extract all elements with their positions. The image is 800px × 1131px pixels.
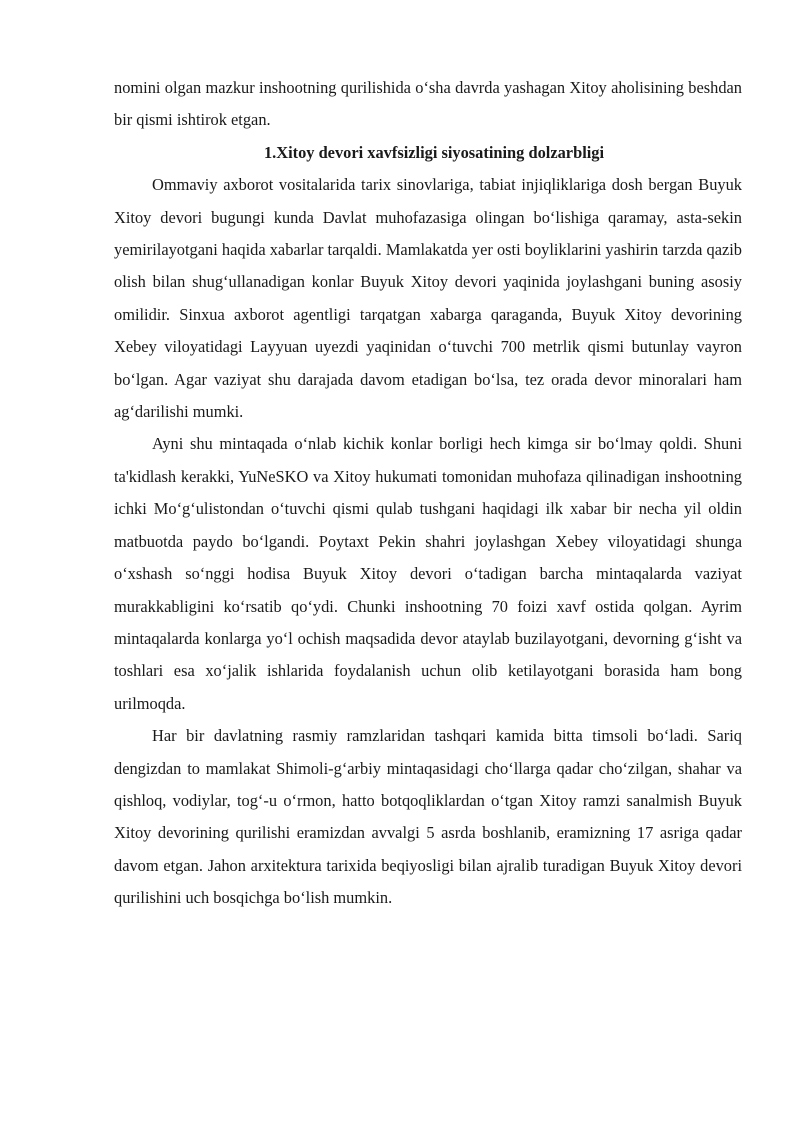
body-paragraph-2: Ayni shu mintaqada o‘nlab kichik konlar borligi hech kimga sir bo‘lmay qoldi. Shuni ta'kidlash kerakki, YuNeSKO va Xitoy hukumati tomonidan muhofaza qilinadigan inshootning ichki Mo‘g‘ulistondan o‘tuvchi qismi qulab tushgani haqidagi ilk xabar bir necha yil oldin matbuotda paydo bo‘lgandi. Poytaxt Pekin shahri joylashgan Xebey viloyatidagi shunga o‘xshash so‘nggi hodisa Buyuk Xitoy devori o‘tadigan barcha mintaqalarda vaziyat murakkabligini ko‘rsatib qo‘ydi. Chunki inshootning 70 foizi xavf ostida qolgan. Ayrim mintaqalarda konlarga yo‘l ochish maqsadida devor ataylab buzilayotgani, devorning g‘isht va toshlari esa xo‘jalik ishlarida foydalanish uchun olib ketilayotgani borasida ham bong urilmoqda. bbox=[114, 434, 742, 713]
body-paragraph-1: Ommaviy axborot vositalarida tarix sinovlariga, tabiat injiqliklariga dosh bergan Buyuk Xitoy devori bugungi kunda Davlat muhofazasiga olingan bo‘lishiga qaramay, asta-sekin yemirilayotgani haqida xabarlar tarqaldi. Mamlakatda yer osti boyliklarini yashirin tarzda qazib olish bilan shug‘ullanadigan konlar Buyuk Xitoy devori yaqinida joylashgani buning asosiy omilidir. Sinxua axborot agentligi tarqatgan xabarga qaraganda, Buyuk Xitoy devorining Xebey viloyatidagi Layyuan uyezdi yaqinidan o‘tuvchi 700 metrlik qismi butunlay vayron bo‘lgan. Agar vaziyat shu darajada davom etadigan bo‘lsa, tez orada devor minoralari ham ag‘darilishi mumki. bbox=[114, 175, 742, 422]
document-page bbox=[114, 72, 742, 915]
intro-paragraph: nomini olgan mazkur inshootning qurilishida o‘sha davrda yashagan Xitoy aholisining beshdan bir qismi ishtirok etgan. bbox=[114, 78, 742, 130]
section-heading: 1.Xitoy devori xavfsizligi siyosatining dolzarbligi bbox=[263, 142, 605, 162]
body-paragraph-3: Har bir davlatning rasmiy ramzlaridan tashqari kamida bitta timsoli bo‘ladi. Sariq dengizdan to mamlakat Shimoli-g‘arbiy mintaqasidagi cho‘llarga qadar cho‘zilgan, shahar va qishloq, vodiylar, tog‘-u o‘rmon, hatto botqoqliklardan o‘tgan Xitoy ramzi sanalmish Buyuk Xitoy devorining qurilishi eramizdan avvalgi 5 asrda boshlanib, eramizning 17 asriga qadar davom etgan. Jahon arxitektura tarixida beqiyosligi bilan ajralib turadigan Buyuk Xitoy devori qurilishini uch bosqichga bo‘lish mumkin. bbox=[114, 726, 742, 908]
